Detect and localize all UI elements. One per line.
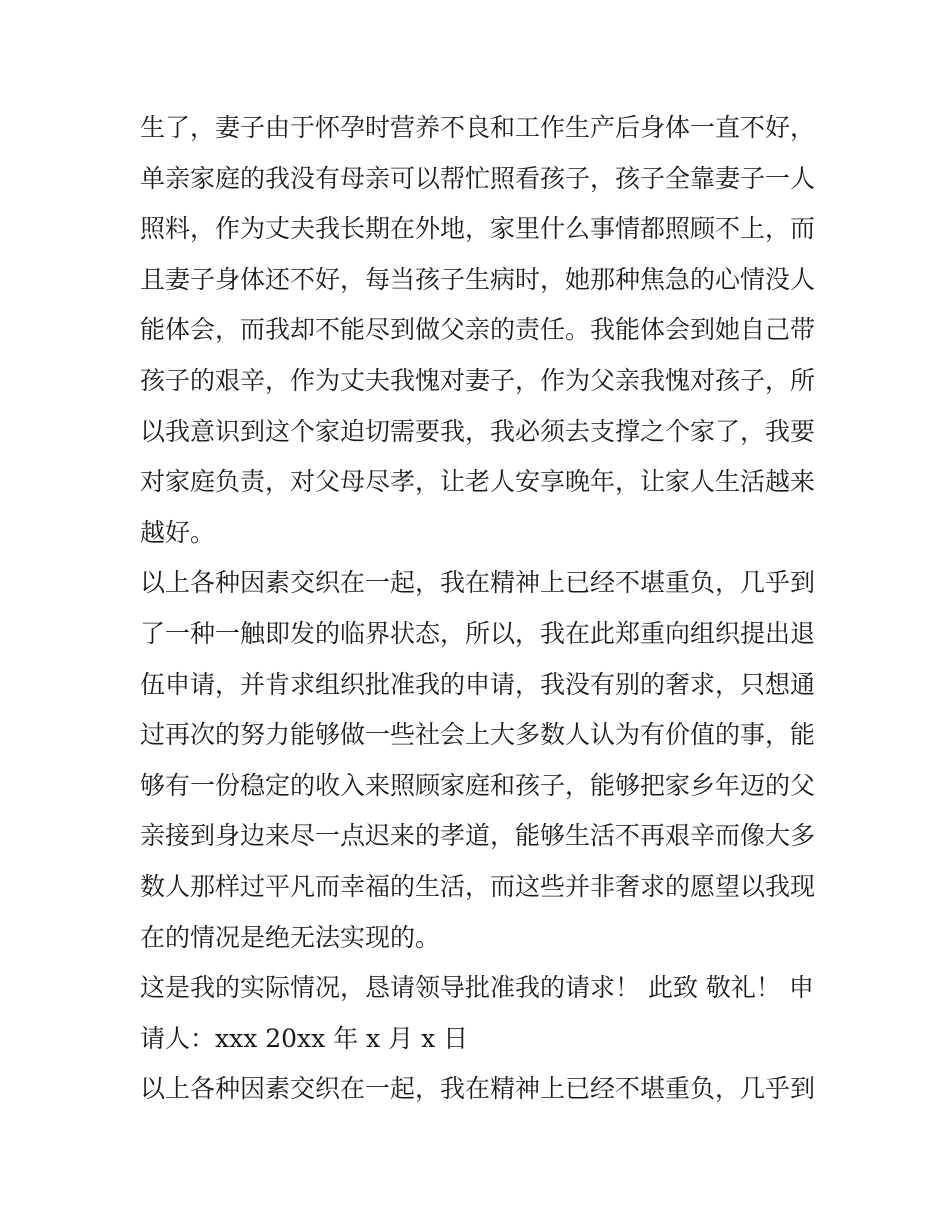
- text-line: 照料，作为丈夫我长期在外地，家里什么事情都照顾不上，而: [140, 214, 816, 244]
- text-line: 伍申请，并肯求组织批准我的申请，我没有别的奢求，只想通: [140, 669, 816, 699]
- paragraph-closing-signature: [140, 963, 820, 1064]
- text-line: 单亲家庭的我没有母亲可以帮忙照看孩子，孩子全靠妻子一人: [140, 163, 816, 193]
- paragraph-discharge-request: [140, 558, 820, 963]
- text-line: 以上各种因素交织在一起，我在精神上已经不堪重负，几乎到: [140, 568, 816, 598]
- text-line: 对家庭负责，对父母尽孝，让老人安享晚年，让家人生活越来: [140, 467, 816, 497]
- paragraph-repeated-start: [140, 1064, 820, 1115]
- text-line: 在的情况是绝无法实现的。: [140, 922, 441, 952]
- text-line: 越好。: [140, 517, 216, 547]
- text-line: 且妻子身体还不好，每当孩子生病时，她那种焦急的心情没人: [140, 264, 816, 294]
- document-body: [140, 103, 820, 1115]
- text-line: 孩子的艰辛，作为丈夫我愧对妻子，作为父亲我愧对孩子，所: [140, 365, 816, 395]
- text-line: 生了，妻子由于怀孕时营养不良和工作生产后身体一直不好，: [140, 113, 816, 142]
- applicant-date-line: 请人：xxx 20xx 年 x 月 x 日: [140, 1023, 469, 1053]
- text-line: 了一种一触即发的临界状态，所以，我在此郑重向组织提出退: [140, 618, 816, 648]
- text-line: 以我意识到这个家迫切需要我，我必须去支撑之个家了，我要: [140, 416, 816, 446]
- text-line: 这是我的实际情况，恳请领导批准我的请求！ 此致 敬礼！ 申: [140, 973, 814, 1003]
- text-line: 数人那样过平凡而幸福的生活，而这些并非奢求的愿望以我现: [140, 871, 816, 901]
- text-line: 亲接到身边来尽一点迟来的孝道，能够生活不再艰辛而像大多: [140, 821, 816, 851]
- text-line: 过再次的努力能够做一些社会上大多数人认为有价值的事，能: [140, 720, 816, 750]
- text-line: 够有一份稳定的收入来照顾家庭和孩子，能够把家乡年迈的父: [140, 770, 816, 800]
- paragraph-family-situation: [140, 103, 820, 558]
- text-line: 以上各种因素交织在一起，我在精神上已经不堪重负，几乎到: [140, 1074, 816, 1104]
- text-line: 能体会，而我却不能尽到做父亲的责任。我能体会到她自己带: [140, 315, 816, 345]
